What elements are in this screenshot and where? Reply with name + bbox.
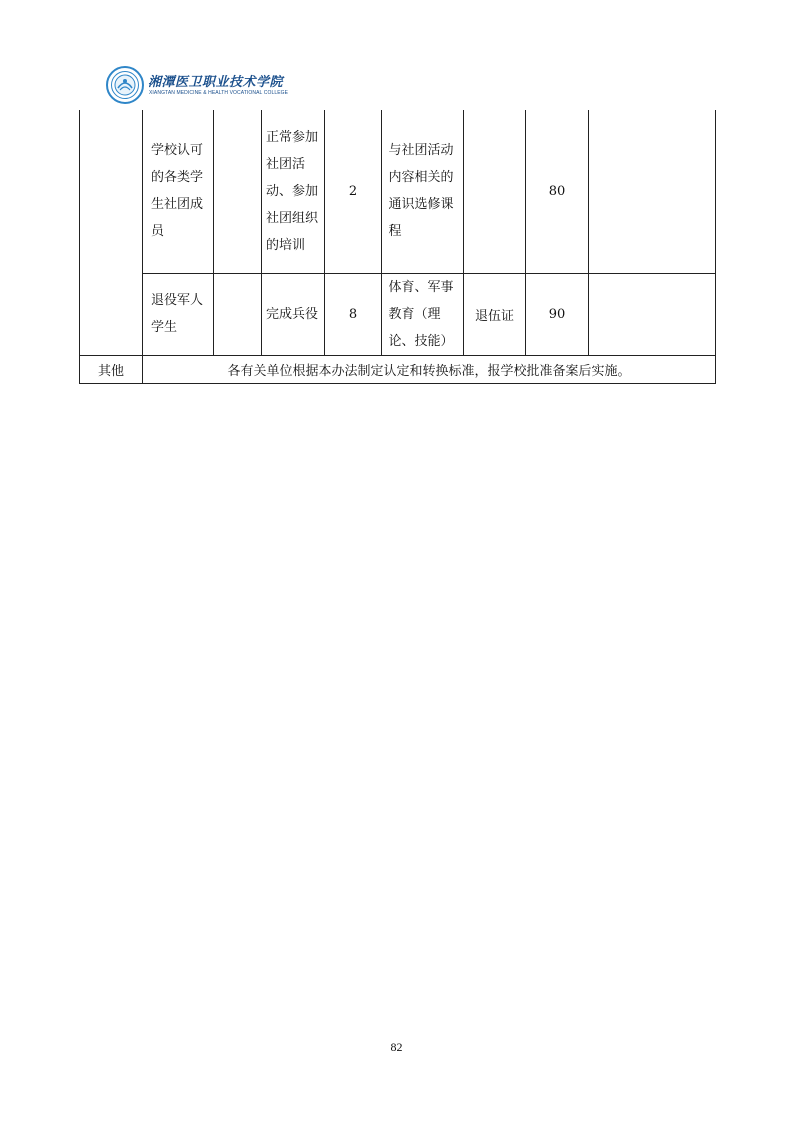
- category-cell: [143, 110, 214, 273]
- other-text: 各有关单位根据本办法制定认定和转换标准，报学校批准备案后实施。: [143, 355, 716, 383]
- other-row: [80, 355, 716, 383]
- course-cell: [382, 273, 464, 355]
- requirement-cell: [262, 110, 325, 273]
- certificate-cell: [464, 110, 526, 273]
- table-row: [80, 110, 716, 273]
- score-cell: 80: [526, 110, 589, 273]
- college-name-en: XIANGTAN MEDICINE & HEALTH VOCATIONAL COLLEGE: [149, 90, 289, 96]
- credits-cell: 2: [325, 110, 382, 273]
- category-cell: [143, 273, 214, 355]
- course-cell: [382, 110, 464, 273]
- requirement-text: 正常参加社团活动、参加社团组织的培训: [266, 129, 319, 253]
- college-logo: [106, 66, 296, 106]
- page-number: 82: [390, 1040, 403, 1054]
- requirement-text: 完成兵役: [266, 306, 319, 322]
- category-text: 学校认可的各类学生社团成员: [151, 143, 204, 240]
- college-seal-icon: [106, 66, 144, 104]
- remark-cell: [589, 110, 716, 273]
- remark-cell: [589, 273, 716, 355]
- course-text: 体育、军事教育（理论、技能）: [388, 279, 454, 349]
- other-label: 其他: [80, 355, 143, 383]
- requirement-cell: [262, 273, 325, 355]
- empty-cell: [214, 273, 262, 355]
- certificate-cell: 退伍证: [464, 273, 526, 355]
- credit-conversion-table: [79, 110, 716, 384]
- score-cell: 90: [526, 273, 589, 355]
- credits-cell: 8: [325, 273, 382, 355]
- empty-cell: [214, 110, 262, 273]
- college-name-cn: 湘潭医卫职业技术学院: [148, 75, 284, 90]
- course-text: 与社团活动内容相关的通识选修课程: [388, 143, 454, 240]
- group-cell: [80, 110, 143, 355]
- table-row: [80, 273, 716, 355]
- category-text: 退役军人学生: [151, 293, 204, 335]
